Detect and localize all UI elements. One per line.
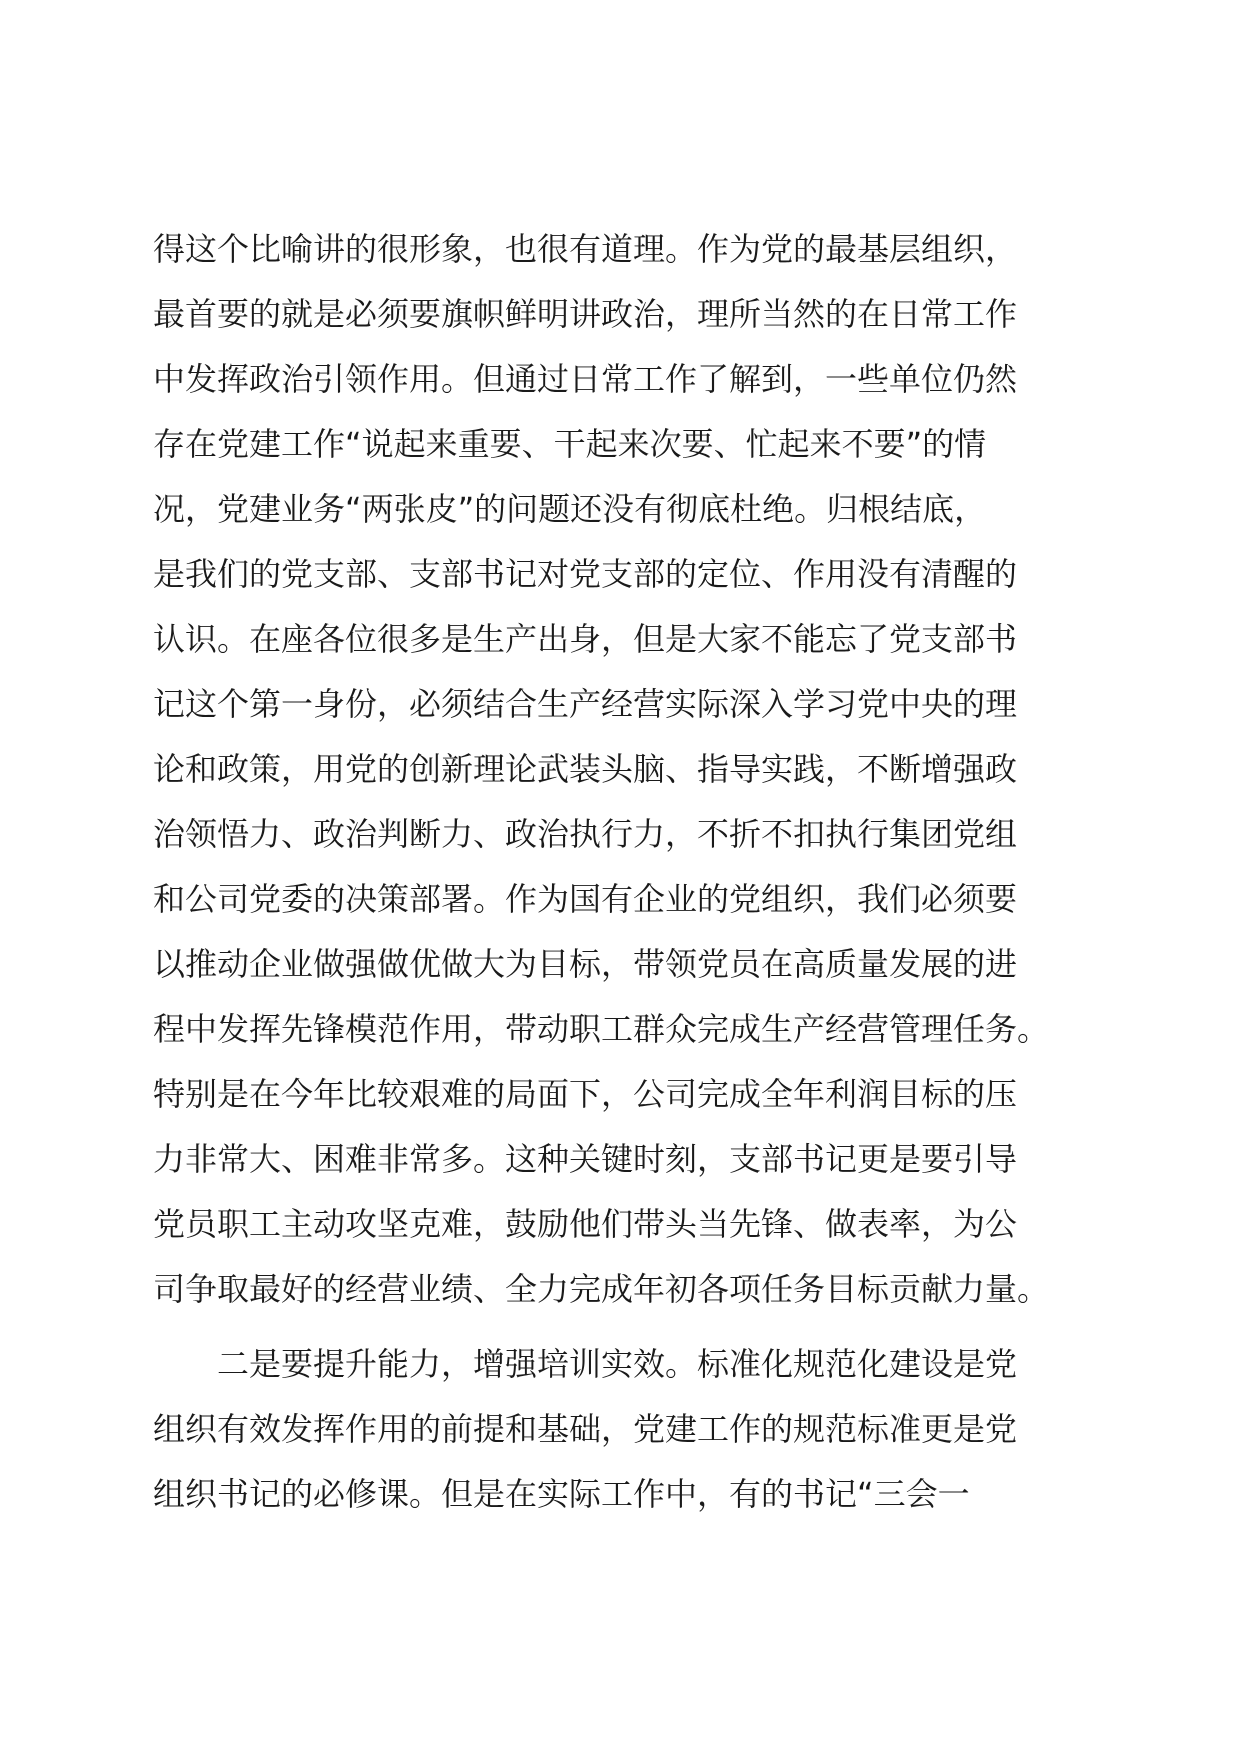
text-line: 党员职工主动攻坚克难，鼓励他们带头当先锋、做表率，为公 xyxy=(153,1205,1018,1243)
text-line: 是我们的党支部、支部书记对党支部的定位、作用没有清醒的 xyxy=(153,555,1018,593)
text-line: 和公司党委的决策部署。作为国有企业的党组织，我们必须要 xyxy=(153,880,1018,918)
text-line: 存在党建工作“说起来重要、干起来次要、忙起来不要”的情 xyxy=(153,425,987,463)
text-line: 组织有效发挥作用的前提和基础，党建工作的规范标准更是党 xyxy=(153,1410,1018,1448)
text-line: 二是要提升能力，增强培训实效。标准化规范化建设是党 xyxy=(217,1345,1018,1383)
text-line: 最首要的就是必须要旗帜鲜明讲政治，理所当然的在日常工作 xyxy=(153,295,1018,333)
text-line: 力非常大、困难非常多。这种关键时刻，支部书记更是要引导 xyxy=(153,1140,1018,1178)
paragraph-gap xyxy=(153,1322,1113,1332)
text-line: 治领悟力、政治判断力、政治执行力，不折不扣执行集团党组 xyxy=(153,815,1018,853)
document-body xyxy=(153,217,1113,1527)
text-line: 认识。在座各位很多是生产出身，但是大家不能忘了党支部书 xyxy=(153,620,1018,658)
text-line: 中发挥政治引领作用。但通过日常工作了解到，一些单位仍然 xyxy=(153,360,1018,398)
text-line: 论和政策，用党的创新理论武装头脑、指导实践，不断增强政 xyxy=(153,750,1018,788)
text-line: 以推动企业做强做优做大为目标，带领党员在高质量发展的进 xyxy=(153,945,1018,983)
text-line: 得这个比喻讲的很形象，也很有道理。作为党的最基层组织， xyxy=(153,230,1018,268)
text-line: 况，党建业务“两张皮”的问题还没有彻底杜绝。归根结底， xyxy=(153,490,987,528)
text-line: 程中发挥先锋模范作用，带动职工群众完成生产经营管理任务。 xyxy=(153,1010,1050,1048)
paragraph-2 xyxy=(153,1332,1113,1527)
text-line: 特别是在今年比较艰难的局面下，公司完成全年利润目标的压 xyxy=(153,1075,1018,1113)
paragraph-1 xyxy=(153,217,1113,1322)
text-line: 组织书记的必修课。但是在实际工作中，有的书记“三会一 xyxy=(153,1475,970,1513)
text-line: 记这个第一身份，必须结合生产经营实际深入学习党中央的理 xyxy=(153,685,1018,723)
text-line: 司争取最好的经营业绩、全力完成年初各项任务目标贡献力量。 xyxy=(153,1270,1050,1308)
